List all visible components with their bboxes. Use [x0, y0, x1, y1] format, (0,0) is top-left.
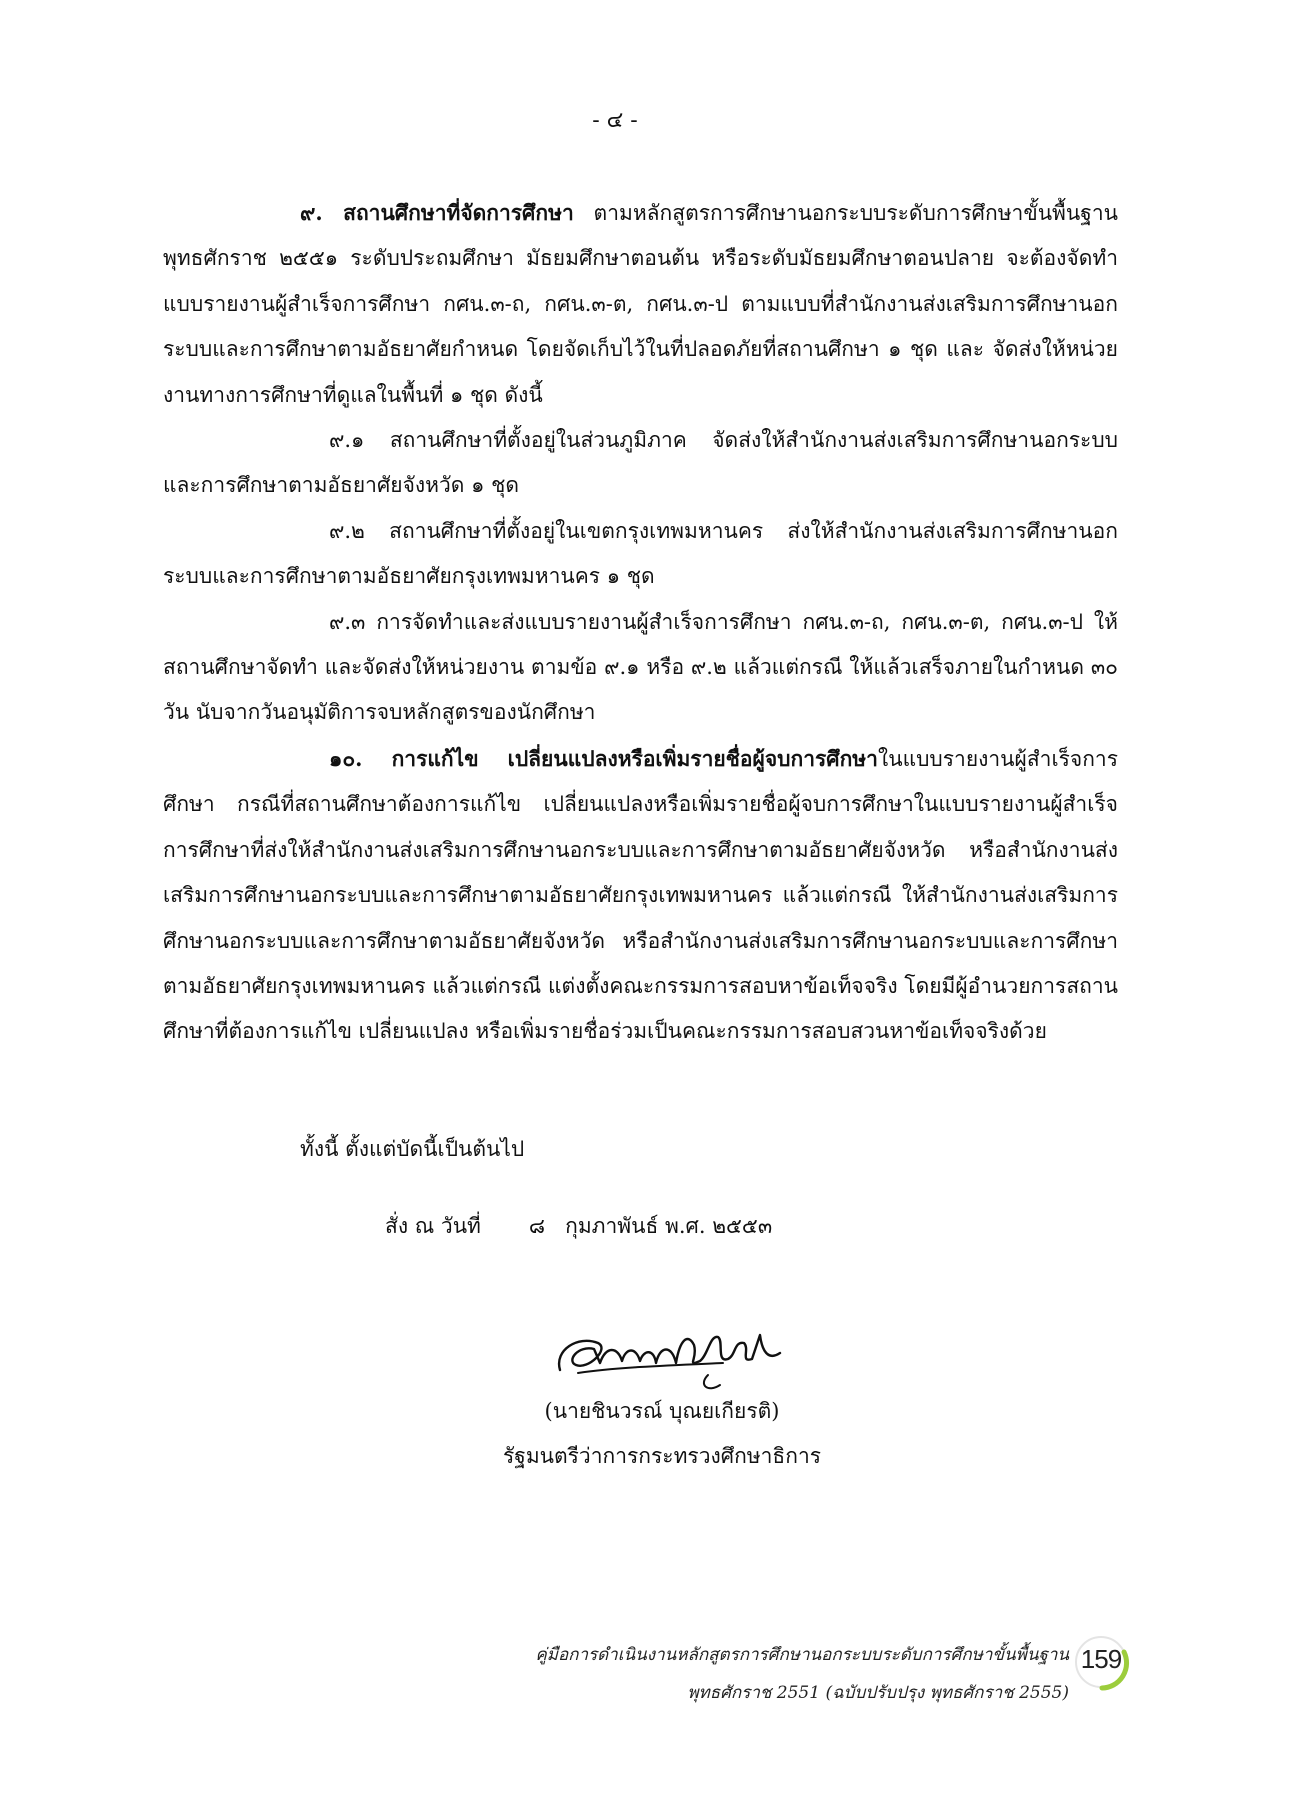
order-date-day: ๘: [528, 1214, 546, 1238]
order-date: [385, 1210, 772, 1243]
footer-title-line1: คู่มือการดำเนินงานหลักสูตรการศึกษานอกระบบระดับการศึกษาขั้นพื้นฐาน: [535, 1645, 1069, 1665]
effective-statement: ทั้งนี้ ตั้งแต่บัดนี้เป็นต้นไป: [300, 1137, 525, 1161]
page-number-badge: [1072, 1634, 1132, 1694]
section-9-3: ๙.๓ การจัดทำและส่งแบบรายงานผู้สำเร็จการศึกษา กศน.๓-ถ, กศน.๓-ต, กศน.๓-ป ให้สถานศึกษาจัดทำ และจัดส่งให้หน่วยงาน ตามข้อ ๙.๑ หรือ ๙.๒ แล้วแต่กรณี ให้แล้วเสร็จภายในกำหนด ๓๐ วัน นับจากวันอนุมัติการจบหลักสูตรของนักศึกษา: [163, 609, 1118, 725]
order-date-prefix: สั่ง ณ วันที่: [385, 1214, 481, 1238]
page-number: - ๔ -: [592, 108, 638, 133]
section-10-body: ในแบบรายงานผู้สำเร็จการศึกษา กรณีที่สถานศึกษาต้องการแก้ไข เปลี่ยนแปลงหรือเพิ่มรายชื่อผู้จบการศึกษาในแบบรายงานผู้สำเร็จการศึกษาที่ส่งให้สำนักงานส่งเสริมการศึกษานอกระบบและการศึกษาตามอัธยาศัยจังหวัด หรือสำนักงานส่งเสริมการศึกษานอกระบบและการศึกษาตามอัธยาศัยกรุงเทพมหานคร แล้วแต่กรณี ให้สำนักงานส่งเสริมการศึกษานอกระบบและการศึกษาตามอัธยาศัยจังหวัด หรือสำนักงานส่งเสริมการศึกษานอกระบบและการศึกษาตามอัธยาศัยกรุงเทพมหานคร แล้วแต่กรณี แต่งตั้งคณะกรรมการสอบหาข้อเท็จจริง โดยมีผู้อำนวยการสถานศึกษาที่ต้องการแก้ไข เปลี่ยนแปลง หรือเพิ่มรายชื่อร่วมเป็นคณะกรรมการสอบสวนหาข้อเท็จจริงด้วย: [163, 746, 1118, 1044]
footer-title-line2: พุทธศักราช 2551 (ฉบับปรับปรุง พุทธศักราช 2555): [687, 1683, 1069, 1703]
section-9-1: ๙.๑ สถานศึกษาที่ตั้งอยู่ในส่วนภูมิภาค จัดส่งให้สำนักงานส่งเสริมการศึกษานอกระบบและการศึกษาตามอัธยาศัยจังหวัด ๑ ชุด: [163, 428, 1118, 498]
section-9-2: ๙.๒ สถานศึกษาที่ตั้งอยู่ในเขตกรุงเทพมหานคร ส่งให้สำนักงานส่งเสริมการศึกษานอกระบบและการศึกษาตามอัธยาศัยกรุงเทพมหานคร ๑ ชุด: [163, 518, 1118, 589]
section-9-intro: ตามหลักสูตรการศึกษานอกระบบระดับการศึกษาขั้นพื้นฐาน พุทธศักราช ๒๕๕๑ ระดับประถมศึกษา มัธยมศึกษาตอนต้น หรือระดับมัธยมศึกษาตอนปลาย จะต้องจัดทำแบบรายงานผู้สำเร็จการศึกษา กศน.๓-ถ, กศน.๓-ต, กศน.๓-ป ตามแบบที่สำนักงานส่งเสริมการศึกษานอกระบบและการศึกษาตามอัธยาศัยกำหนด โดยจัดเก็บไว้ในที่ปลอดภัยที่สถานศึกษา ๑ ชุด และ จัดส่งให้หน่วยงานทางการศึกษาที่ดูแลในพื้นที่ ๑ ชุด ดังนี้: [163, 201, 1118, 407]
section-10-paragraph: [163, 736, 1118, 1055]
footer-page-number: 159: [1080, 1644, 1122, 1674]
document-body: [163, 190, 1118, 1055]
page-footer: [535, 1636, 1069, 1712]
signer-block: [482, 1389, 842, 1479]
section-10-heading: ๑๐. การแก้ไข เปลี่ยนแปลงหรือเพิ่มรายชื่อผู้จบการศึกษา: [329, 745, 878, 771]
signer-name: (นายชินวรณ์ บุณยเกียรติ): [544, 1399, 780, 1423]
order-date-month-year: กุมภาพันธ์ พ.ศ. ๒๕๕๓: [565, 1214, 773, 1238]
signer-title: รัฐมนตรีว่าการกระทรวงศึกษาธิการ: [502, 1444, 822, 1468]
section-9-paragraph: [163, 190, 1118, 418]
section-9-heading: ๙. สถานศึกษาที่จัดการศึกษา: [300, 200, 574, 225]
